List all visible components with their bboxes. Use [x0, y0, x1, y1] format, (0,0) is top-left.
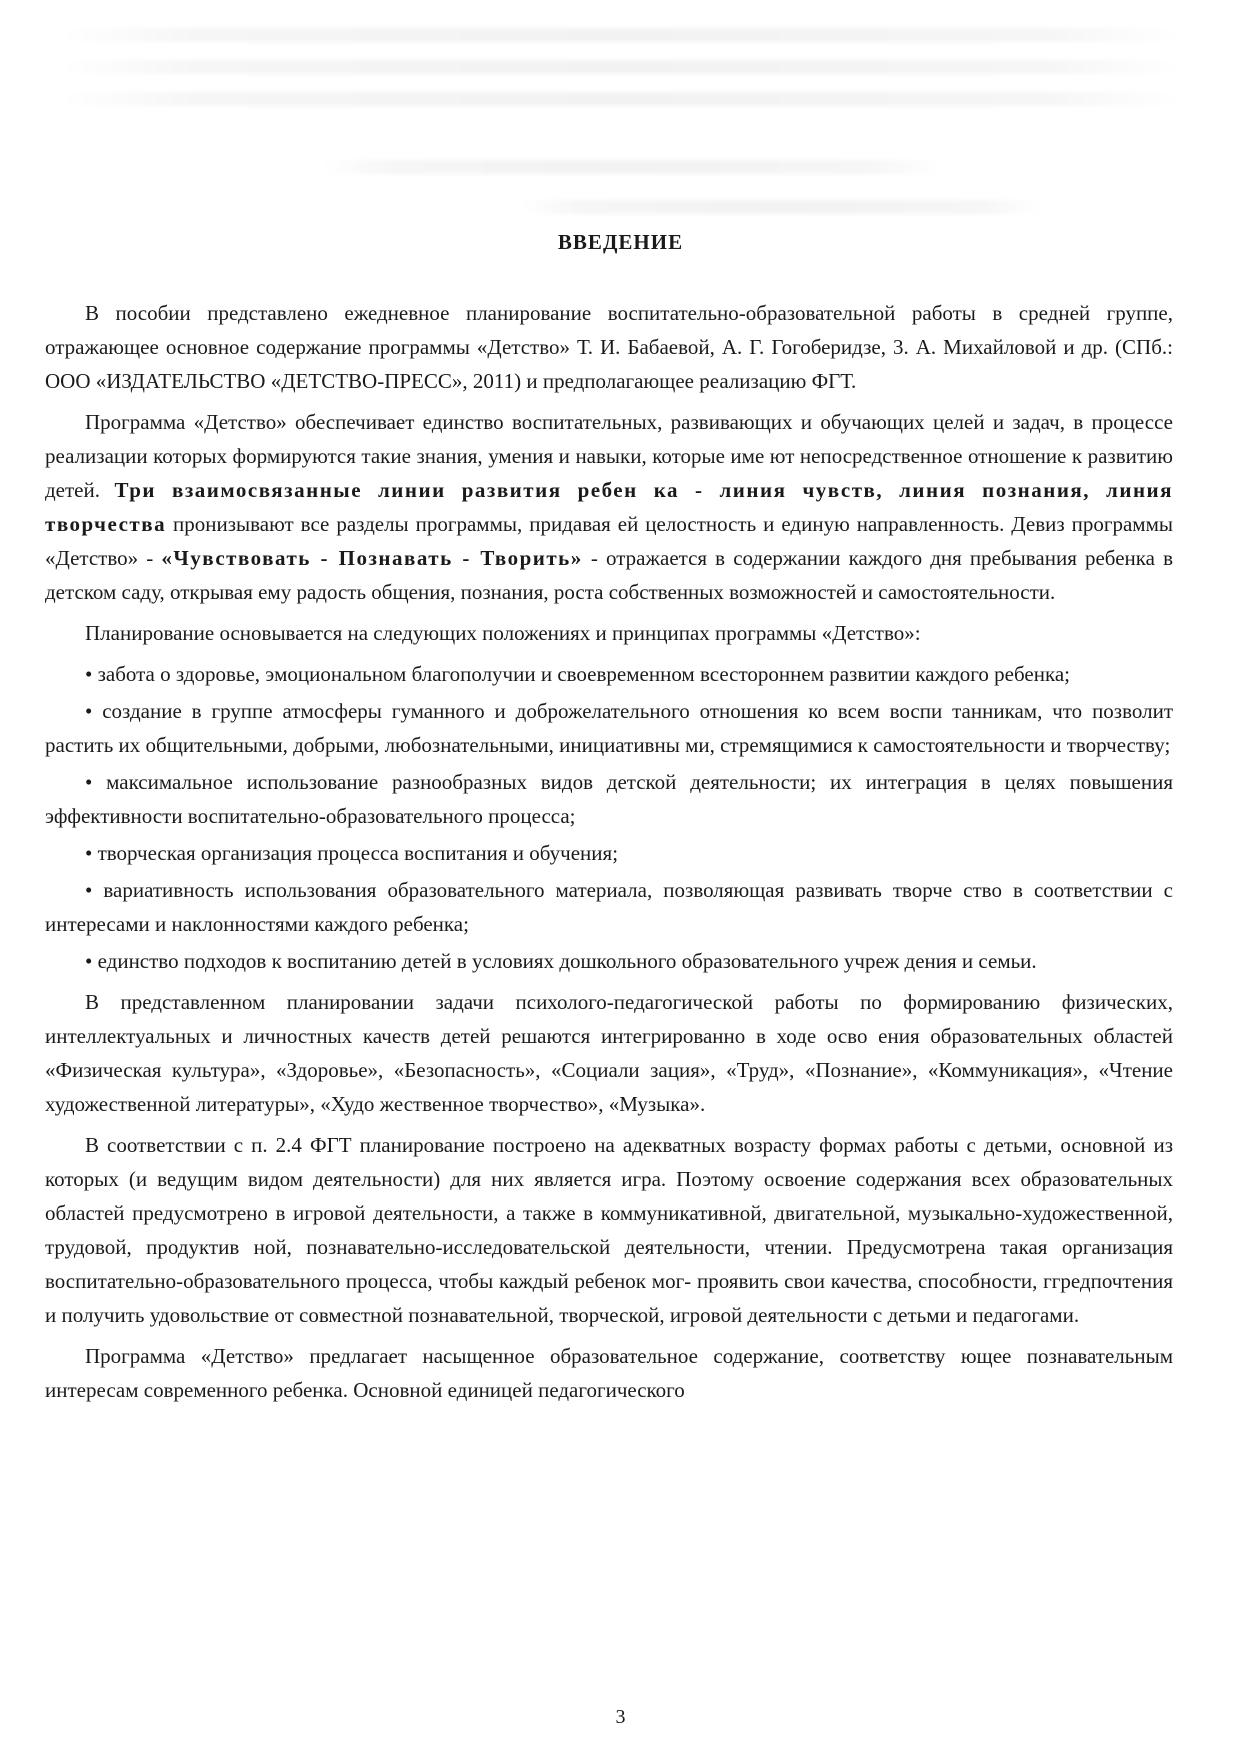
page-number: 3 [615, 1706, 626, 1728]
development-lines-emphasis: Три взаимосвязанные линии развития ребен ка - линия чувств, линия познания, линия творчества [45, 478, 1173, 536]
paragraph-program-part-e: - отражается в содержании каждого дня пребывания ребенка в детском саду, открывая ему радость общения, познания, роста собственных возможностей и самостоятельности. [45, 546, 1173, 604]
bleed-through-line [320, 160, 941, 174]
program-motto: «Чувствовать - Познавать - Творить» [161, 546, 583, 570]
bleed-through-line [520, 200, 1041, 214]
list-item: • вариативность использования образовательного материала, позволяющая развивать творче ство в соответствии с интересами и наклонностями каждого ребенка; [45, 878, 1173, 936]
list-item: • творческая организация процесса воспитания и обучения; [85, 841, 619, 865]
list-item: • создание в группе атмосферы гуманного и доброжелательного отношения ко всем воспи танникам, что позволит растить их общительными, добрыми, любознательными, инициативны ми, стремящимися к самостоятельности и творчеству; [45, 699, 1173, 757]
bleed-through-line [60, 92, 1181, 106]
paragraph-fgt: В соответствии с п. 2.4 ФГТ планирование построено на адекватных возрасту формах работы с детьми, основной из которых (и ведущим видом деятельности) для них является игра. Поэтому освоение содержания всех образовательных областей предусмотрено в игровой деятельности, а также в коммуникативной, двигательной, музыкально-художественной, трудовой, продуктив ной, познавательно-исследовательской деятельности, чтении. Предусмотрена такая организация воспитательно-образовательного процесса, чтобы каждый ребенок мог- проявить свои качества, способности, ггредпочтения и получить удовольствие от совместной познавательной, творческой, игровой деятельности с детьми и педагогами. [45, 1133, 1173, 1327]
paragraph-program-part-c: пронизывают все разделы программы, придавая ей целостность и единую направленность. Девиз программы «Детство» - [45, 512, 1173, 570]
paragraph-program [45, 405, 1173, 609]
page-title: ВВЕДЕНИЕ [557, 230, 684, 254]
list-item: • единство подходов к воспитанию детей в условиях дошкольного образовательного учреж дения и семьи. [85, 949, 1037, 973]
paragraph-principles-lead: Планирование основывается на следующих положениях и принципах программы «Детство»: [85, 621, 921, 645]
paragraph-program-part-a: Программа «Детство» обеспечивает единство воспитательных, развивающих и обучающих целей и задач, в процессе реализации которых формируются такие знания, умения и навыки, которые име ют непосредственное отношение к развитию детей. [45, 410, 1173, 502]
list-item: • максимальное использование разнообразных видов детской деятельности; их интеграция в целях повышения эффективности воспитательно-образовательного процесса; [45, 770, 1173, 828]
paragraph-content: Программа «Детство» предлагает насыщенное образовательное содержание, соответству ющее познавательным интересам современного ребенка. Основной единицей педагогического [45, 1344, 1173, 1402]
list-item: • забота о здоровье, эмоциональном благополучии и своевременном всестороннем развитии каждого ребенка; [85, 662, 1070, 686]
bleed-through-line [60, 60, 1181, 74]
paragraph-integration: В представленном планировании задачи психолого-педагогической работы по формированию физических, интеллектуальных и личностных качеств детей решаются интегрированно в ходе осво ения образовательных областей «Физическая культура», «Здоровье», «Безопасность», «Социали зация», «Труд», «Познание», «Коммуникация», «Чтение художественной литературы», «Худо жественное творчество», «Музыка». [45, 990, 1173, 1116]
body-text [45, 296, 1173, 1414]
bleed-through-line [60, 28, 1181, 42]
paragraph-intro: В пособии представлено ежедневное планирование воспитательно-образовательной работы в средней группе, отражающее основное содержание программы «Детство» Т. И. Бабаевой, А. Г. Гогоберидзе, 3. А. Михайловой и др. (СПб.: ООО «ИЗДАТЕЛЬСТВО «ДЕТСТВО-ПРЕСС», 2011) и предполагающее реализацию ФГТ. [45, 301, 1173, 393]
